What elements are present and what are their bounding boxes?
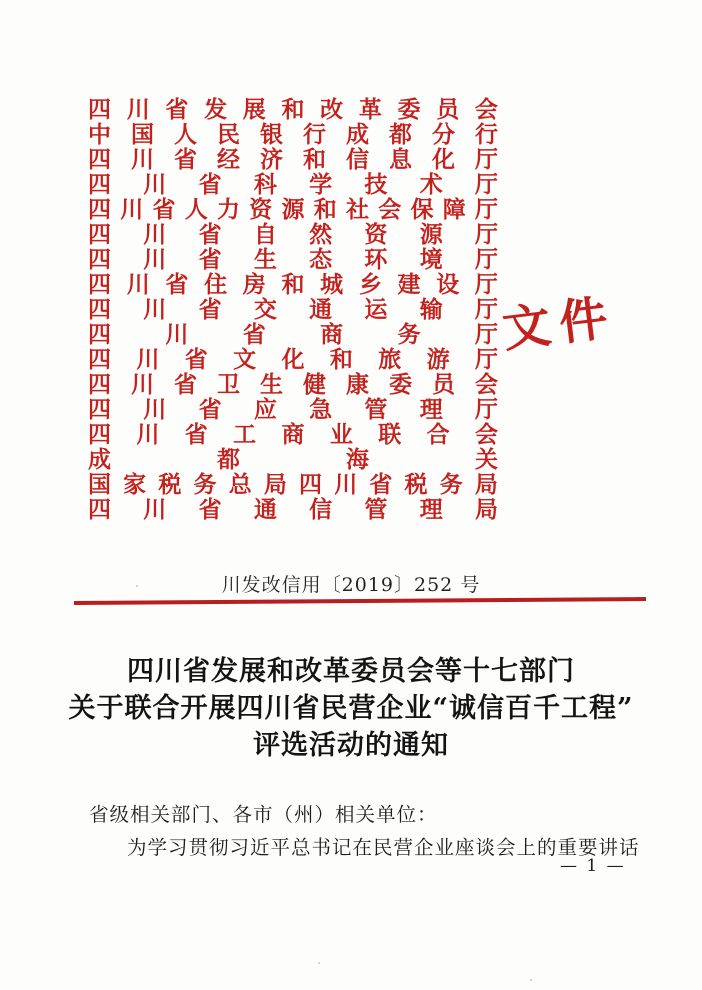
agency-row	[88, 297, 498, 322]
agency-char: 和	[303, 146, 326, 173]
agency-char: 四	[88, 246, 111, 273]
scan-speckle	[530, 979, 532, 981]
agency-char: 局	[263, 471, 287, 498]
agency-char: 化	[281, 346, 305, 373]
agency-char: 川	[126, 271, 150, 298]
agency-char: 四	[299, 471, 323, 498]
agency-char: 源	[281, 196, 305, 223]
agency-char: 务	[439, 471, 463, 498]
agency-char: 务	[193, 471, 217, 498]
agency-row	[88, 197, 498, 222]
body-first-line: 为学习贯彻习近平总书记在民营企业座谈会上的重要讲话	[127, 836, 640, 859]
document-number: 川发改信用〔2019〕252 号	[221, 574, 481, 596]
agency-char: 学	[309, 171, 333, 198]
agency-char: 会	[378, 196, 402, 223]
agency-row	[88, 372, 498, 397]
agency-char: 厅	[474, 246, 498, 273]
agency-name-list	[88, 97, 498, 522]
agency-char: 国	[131, 121, 154, 148]
agency-char: 济	[260, 146, 283, 173]
agency-char: 员	[432, 371, 455, 398]
scan-speckle	[136, 585, 138, 587]
agency-char: 障	[442, 196, 466, 223]
agency-char: 乡	[358, 271, 382, 298]
agency-char: 厅	[474, 171, 498, 198]
agency-char: 术	[419, 171, 443, 198]
agency-char: 川	[143, 296, 167, 323]
document-type-label: 文件	[499, 289, 620, 359]
agency-char: 康	[346, 371, 369, 398]
agency-char: 急	[309, 396, 333, 423]
agency-char: 和	[313, 196, 337, 223]
agency-char: 总	[228, 471, 252, 498]
agency-char: 理	[419, 396, 443, 423]
agency-char: 川	[120, 196, 144, 223]
agency-char: 保	[410, 196, 434, 223]
agency-char: 健	[303, 371, 326, 398]
agency-char: 川	[131, 146, 154, 173]
agency-char: 四	[88, 321, 111, 348]
agency-char: 川	[131, 371, 154, 398]
agency-char: 会	[475, 371, 498, 398]
agency-char: 省	[184, 346, 208, 373]
agency-char: 然	[309, 221, 333, 248]
agency-row	[88, 247, 498, 272]
agency-char: 卫	[217, 371, 240, 398]
agency-char: 厅	[474, 321, 498, 348]
agency-char: 员	[436, 96, 460, 123]
agency-char: 管	[364, 496, 388, 523]
agency-char: 合	[426, 421, 450, 448]
agency-char: 川	[143, 221, 167, 248]
agency-char: 委	[389, 371, 412, 398]
agency-row	[88, 97, 498, 122]
agency-char: 省	[242, 321, 266, 348]
agency-char: 四	[88, 421, 111, 448]
agency-char: 会	[475, 421, 498, 448]
agency-char: 技	[364, 171, 388, 198]
agency-char: 生	[260, 371, 283, 398]
agency-row	[88, 447, 498, 472]
page-number: — 1 —	[560, 856, 626, 876]
agency-char: 四	[88, 371, 111, 398]
agency-char: 分	[432, 121, 455, 148]
agency-char: 人	[174, 121, 197, 148]
agency-row	[88, 272, 498, 297]
agency-char: 国	[88, 471, 111, 498]
agency-char: 工	[233, 421, 257, 448]
agency-char: 省	[198, 296, 222, 323]
agency-char: 游	[426, 346, 450, 373]
agency-char: 社	[346, 196, 369, 223]
agency-char: 展	[242, 96, 266, 123]
document-title	[0, 653, 702, 764]
agency-char: 革	[358, 96, 382, 123]
agency-row	[88, 347, 498, 372]
agency-char: 四	[88, 271, 111, 298]
title-line-2: 关于联合开展四川省民营企业“诚信百千工程”	[68, 693, 634, 724]
agency-char: 厅	[474, 221, 498, 248]
agency-char: 态	[309, 246, 333, 273]
title-line-1: 四川省发展和改革委员会等十七部门	[127, 656, 575, 687]
agency-char: 设	[436, 271, 460, 298]
red-divider-line	[74, 597, 646, 605]
agency-char: 川	[143, 496, 167, 523]
agency-char: 和	[281, 96, 305, 123]
agency-char: 民	[217, 121, 240, 148]
agency-char: 成	[88, 446, 111, 473]
agency-char: 和	[281, 271, 305, 298]
agency-char: 管	[364, 396, 388, 423]
agency-char: 四	[88, 171, 111, 198]
agency-char: 旅	[378, 346, 402, 373]
agency-char: 商	[320, 321, 344, 348]
scan-speckle	[318, 962, 320, 964]
agency-char: 四	[88, 496, 111, 523]
agency-char: 省	[198, 496, 222, 523]
agency-char: 理	[419, 496, 443, 523]
agency-char: 税	[158, 471, 182, 498]
agency-char: 房	[242, 271, 266, 298]
agency-row	[88, 147, 498, 172]
agency-char: 银	[260, 121, 283, 148]
agency-char: 川	[143, 396, 167, 423]
agency-row	[88, 322, 498, 347]
agency-char: 务	[397, 321, 421, 348]
agency-char: 省	[174, 371, 197, 398]
agency-char: 经	[217, 146, 240, 173]
agency-char: 信	[346, 146, 369, 173]
agency-char: 省	[369, 471, 393, 498]
agency-char: 生	[253, 246, 277, 273]
agency-char: 省	[198, 396, 222, 423]
agency-char: 交	[253, 296, 277, 323]
agency-char: 厅	[475, 146, 498, 173]
agency-char: 厅	[475, 196, 498, 223]
agency-char: 人	[184, 196, 208, 223]
agency-char: 资	[364, 221, 388, 248]
agency-char: 省	[184, 421, 208, 448]
agency-char: 运	[364, 296, 388, 323]
agency-char: 四	[88, 146, 111, 173]
agency-char: 省	[198, 171, 222, 198]
agency-char: 城	[320, 271, 344, 298]
agency-char: 自	[253, 221, 277, 248]
agency-char: 行	[303, 121, 326, 148]
agency-char: 省	[198, 221, 222, 248]
agency-char: 川	[334, 471, 358, 498]
agency-row	[88, 397, 498, 422]
agency-char: 环	[364, 246, 388, 273]
agency-char: 和	[329, 346, 353, 373]
agency-char: 川	[136, 421, 160, 448]
agency-char: 四	[88, 96, 111, 123]
agency-char: 资	[249, 196, 273, 223]
agency-char: 应	[253, 396, 277, 423]
agency-char: 川	[143, 171, 167, 198]
agency-row	[88, 122, 498, 147]
agency-char: 四	[88, 221, 111, 248]
agency-char: 川	[143, 246, 167, 273]
agency-char: 省	[165, 271, 189, 298]
salutation-line: 省级相关部门、各市（州）相关单位：	[89, 803, 438, 826]
agency-row	[88, 172, 498, 197]
agency-char: 商	[281, 421, 305, 448]
agency-char: 委	[397, 96, 421, 123]
agency-char: 都	[389, 121, 412, 148]
title-line-3: 评选活动的通知	[253, 730, 449, 761]
agency-row	[88, 497, 498, 522]
agency-char: 住	[204, 271, 228, 298]
agency-char: 建	[397, 271, 421, 298]
agency-char: 境	[419, 246, 443, 273]
agency-row	[88, 222, 498, 247]
agency-char: 四	[88, 346, 111, 373]
agency-char: 通	[309, 296, 333, 323]
agency-char: 会	[474, 96, 498, 123]
agency-char: 信	[309, 496, 333, 523]
agency-char: 局	[474, 471, 498, 498]
agency-char: 川	[136, 346, 160, 373]
agency-char: 化	[432, 146, 455, 173]
agency-char: 成	[346, 121, 369, 148]
agency-char: 改	[320, 96, 344, 123]
agency-row	[88, 472, 498, 497]
agency-char: 家	[123, 471, 147, 498]
agency-char: 发	[204, 96, 228, 123]
agency-char: 税	[404, 471, 428, 498]
agency-char: 省	[152, 196, 176, 223]
agency-char: 息	[389, 146, 412, 173]
agency-char: 中	[88, 121, 111, 148]
agency-char: 行	[475, 121, 498, 148]
agency-char: 省	[198, 246, 222, 273]
agency-char: 关	[475, 446, 498, 473]
agency-char: 厅	[475, 346, 498, 373]
agency-char: 四	[88, 196, 111, 223]
agency-char: 科	[253, 171, 277, 198]
agency-char: 四	[88, 396, 111, 423]
agency-char: 联	[378, 421, 402, 448]
agency-char: 厅	[474, 271, 498, 298]
agency-row	[88, 422, 498, 447]
agency-char: 厅	[474, 396, 498, 423]
agency-char: 文	[233, 346, 257, 373]
agency-char: 川	[126, 96, 150, 123]
agency-char: 业	[329, 421, 353, 448]
agency-char: 四	[88, 296, 111, 323]
agency-char: 通	[253, 496, 277, 523]
agency-char: 源	[419, 221, 443, 248]
agency-char: 力	[217, 196, 240, 223]
agency-char: 省	[165, 96, 189, 123]
agency-char: 都	[217, 446, 240, 473]
agency-char: 海	[346, 446, 369, 473]
agency-char: 川	[165, 321, 189, 348]
agency-char: 局	[474, 496, 498, 523]
agency-char: 省	[174, 146, 197, 173]
agency-char: 厅	[474, 296, 498, 323]
agency-char: 输	[419, 296, 443, 323]
